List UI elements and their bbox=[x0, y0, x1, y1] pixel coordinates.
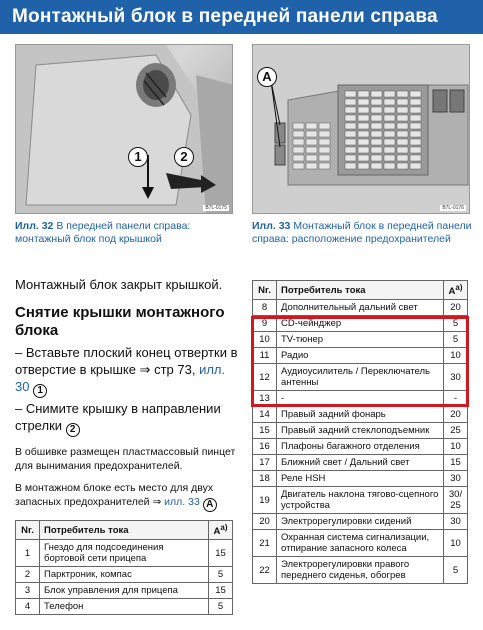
fuse-slot bbox=[358, 123, 369, 129]
cell-name: - bbox=[277, 391, 444, 407]
section-title: Снятие крышки монтажного блока bbox=[15, 304, 225, 339]
fuse-slot bbox=[345, 163, 356, 169]
figure-32-caption bbox=[15, 220, 235, 246]
figure-33-caption bbox=[252, 220, 474, 246]
step-1-callout: 1 bbox=[33, 384, 47, 398]
cell-amp: 15 bbox=[444, 455, 468, 471]
cell-nr: 19 bbox=[253, 487, 277, 514]
fuse-slot bbox=[306, 131, 317, 137]
cell-nr: 13 bbox=[253, 391, 277, 407]
fuse-slot bbox=[371, 91, 382, 97]
caption-text: В передней панели справа: монтажный блок под крышкой bbox=[15, 220, 191, 245]
cell-amp: 30/ 25 bbox=[444, 487, 468, 514]
cell-name: Дополнительный дальний свет bbox=[277, 300, 444, 316]
table-row bbox=[253, 300, 468, 316]
cell-name: Парктроник, компас bbox=[40, 567, 209, 583]
cell-name: Правый задний стеклоподъемник bbox=[277, 423, 444, 439]
fuse-slot bbox=[306, 155, 317, 161]
col-amp: $A^{a)}$ bbox=[209, 521, 233, 540]
fuse-slot bbox=[410, 139, 421, 145]
fuse-slot bbox=[358, 115, 369, 121]
cell-amp: 30 bbox=[444, 514, 468, 530]
fuse-slot bbox=[397, 147, 408, 153]
cell-amp: 10 bbox=[444, 439, 468, 455]
fuse-slot bbox=[345, 123, 356, 129]
caption-number: Илл. 33 bbox=[252, 220, 291, 232]
note-spare-callout: A bbox=[203, 498, 217, 512]
fuse-slot bbox=[319, 123, 330, 129]
cell-amp: 20 bbox=[444, 300, 468, 316]
fuse-slot bbox=[306, 163, 317, 169]
cell-nr: 18 bbox=[253, 471, 277, 487]
step-1-link[interactable]: илл. 30 bbox=[15, 362, 226, 394]
fuse-table-left bbox=[15, 520, 233, 615]
cell-nr: 4 bbox=[16, 599, 40, 615]
table-row bbox=[16, 599, 233, 615]
cell-nr: 16 bbox=[253, 439, 277, 455]
fuse-slot bbox=[358, 107, 369, 113]
fuse-slot bbox=[371, 163, 382, 169]
fuse-slot bbox=[306, 139, 317, 145]
cell-nr: 8 bbox=[253, 300, 277, 316]
cell-nr: 14 bbox=[253, 407, 277, 423]
fuse-slot bbox=[410, 107, 421, 113]
fuse-slot bbox=[293, 155, 304, 161]
cell-amp: 10 bbox=[444, 530, 468, 557]
fuse-slot bbox=[293, 163, 304, 169]
col-amp: $A^{a)}$ bbox=[444, 281, 468, 300]
fuse-slot bbox=[384, 147, 395, 153]
fuse-slot bbox=[319, 139, 330, 145]
fuse-slot bbox=[319, 163, 330, 169]
fuse-slot bbox=[384, 155, 395, 161]
cell-name: Ближний свет / Дальний свет bbox=[277, 455, 444, 471]
table-row bbox=[253, 391, 468, 407]
fuse-slot bbox=[319, 147, 330, 153]
page-title: Монтажный блок в передней панели справа bbox=[0, 0, 483, 34]
table-row bbox=[253, 471, 468, 487]
figure-33-fuse-layout bbox=[252, 44, 470, 214]
cell-name: Телефон bbox=[40, 599, 209, 615]
step-2-callout: 2 bbox=[66, 423, 80, 437]
fuse-slot bbox=[371, 147, 382, 153]
fuse-slot bbox=[384, 115, 395, 121]
fuse-slot bbox=[358, 131, 369, 137]
cell-nr: 21 bbox=[253, 530, 277, 557]
note-tweezers: В обшивке размещен пластмассовый пинцет для вынимания предохранителей. bbox=[15, 446, 236, 472]
col-consumer: Потребитель тока bbox=[277, 281, 444, 300]
cell-amp: 15 bbox=[209, 583, 233, 599]
fuse-slot bbox=[397, 139, 408, 145]
fuse-block-diagram bbox=[253, 45, 470, 214]
fuse-slot bbox=[358, 139, 369, 145]
callout-a: A bbox=[257, 67, 277, 87]
step-1-text: – Вставьте плоский конец отвертки в отверстие в крышке ⇒ стр 73, bbox=[15, 345, 238, 377]
cell-amp: 5 bbox=[209, 599, 233, 615]
col-nr: Nr. bbox=[16, 521, 40, 540]
fuse-slot bbox=[371, 107, 382, 113]
cell-nr: 1 bbox=[16, 540, 40, 567]
fuse-slot bbox=[319, 131, 330, 137]
fuse-slot bbox=[397, 115, 408, 121]
table-header-row bbox=[253, 281, 468, 300]
fuse-slot bbox=[384, 163, 395, 169]
table-row bbox=[253, 514, 468, 530]
table-row bbox=[253, 487, 468, 514]
note-spare-fuses bbox=[15, 482, 240, 512]
cell-name: Плафоны багажного отделения bbox=[277, 439, 444, 455]
fuse-slot bbox=[345, 107, 356, 113]
cell-amp: 5 bbox=[444, 316, 468, 332]
fuse-slot bbox=[371, 123, 382, 129]
fuse-slot bbox=[410, 91, 421, 97]
cell-amp: 30 bbox=[444, 471, 468, 487]
table-row bbox=[253, 455, 468, 471]
fuse-slot bbox=[410, 147, 421, 153]
cell-amp: 5 bbox=[444, 332, 468, 348]
table-row bbox=[253, 530, 468, 557]
cell-name: Охранная система сигнализации, отпирание запасного колеса bbox=[277, 530, 444, 557]
cell-name: TV-тюнер bbox=[277, 332, 444, 348]
table-row bbox=[253, 364, 468, 391]
fuse-slot bbox=[397, 131, 408, 137]
cell-name: Электрорегулировки сидений bbox=[277, 514, 444, 530]
cell-amp: 30 bbox=[444, 364, 468, 391]
step-2-text: – Снимите крышку в направлении стрелки bbox=[15, 401, 221, 433]
fuse-slot bbox=[384, 99, 395, 105]
cell-name: Аудиоусилитель / Переключатель антенны bbox=[277, 364, 444, 391]
fuse-slot bbox=[384, 123, 395, 129]
cell-nr: 17 bbox=[253, 455, 277, 471]
intro-text: Монтажный блок закрыт крышкой. bbox=[15, 277, 223, 292]
table-row bbox=[253, 316, 468, 332]
fuse-slot bbox=[397, 91, 408, 97]
fuse-slot bbox=[306, 123, 317, 129]
cell-name: Двигатель наклона тягово-сцепного устройства bbox=[277, 487, 444, 514]
fuse-slot bbox=[397, 123, 408, 129]
callout-2: 2 bbox=[174, 147, 194, 167]
cell-amp: 25 bbox=[444, 423, 468, 439]
table-row bbox=[253, 332, 468, 348]
cell-amp: 10 bbox=[444, 348, 468, 364]
fuse-slot bbox=[397, 99, 408, 105]
fuse-slot bbox=[410, 155, 421, 161]
fuse-slot bbox=[397, 163, 408, 169]
cell-amp: - bbox=[444, 391, 468, 407]
fuse-slot bbox=[345, 155, 356, 161]
cell-name: CD-чейнджер bbox=[277, 316, 444, 332]
table-row bbox=[16, 540, 233, 567]
cell-nr: 20 bbox=[253, 514, 277, 530]
table-row bbox=[253, 407, 468, 423]
fuse-slot bbox=[345, 139, 356, 145]
figure-code: B7L-0175 bbox=[205, 205, 227, 211]
cell-nr: 9 bbox=[253, 316, 277, 332]
table-row bbox=[253, 423, 468, 439]
fuse-slot bbox=[345, 115, 356, 121]
cell-name: Блок управления для прицепа bbox=[40, 583, 209, 599]
figure-code: B7L-0176 bbox=[442, 205, 464, 211]
fuse-slot bbox=[358, 147, 369, 153]
fuse-slot bbox=[371, 99, 382, 105]
figure-32-panel-photo bbox=[15, 44, 233, 214]
cell-nr: 3 bbox=[16, 583, 40, 599]
table-row bbox=[253, 439, 468, 455]
fuse-slot bbox=[293, 131, 304, 137]
cell-name: Радио bbox=[277, 348, 444, 364]
cell-nr: 15 bbox=[253, 423, 277, 439]
fuse-slot bbox=[397, 155, 408, 161]
step-1 bbox=[15, 344, 240, 398]
cell-nr: 11 bbox=[253, 348, 277, 364]
fuse-slot bbox=[345, 147, 356, 153]
cell-name: Гнездо для подсоединения бортовой сети прицепа bbox=[40, 540, 209, 567]
fuse-slot bbox=[384, 139, 395, 145]
cell-name: Реле HSH bbox=[277, 471, 444, 487]
fuse-slot bbox=[371, 155, 382, 161]
cell-amp: 5 bbox=[209, 567, 233, 583]
fuse-table-right bbox=[252, 280, 468, 584]
fuse-slot bbox=[293, 123, 304, 129]
fuse-slot bbox=[397, 107, 408, 113]
fuse-slot bbox=[410, 123, 421, 129]
fuse-slot bbox=[358, 155, 369, 161]
fuse-slot bbox=[358, 163, 369, 169]
table-row bbox=[253, 557, 468, 584]
fuse-slot bbox=[293, 139, 304, 145]
cell-nr: 10 bbox=[253, 332, 277, 348]
cell-nr: 12 bbox=[253, 364, 277, 391]
cell-nr: 2 bbox=[16, 567, 40, 583]
fuse-slot bbox=[410, 99, 421, 105]
fuse-slot bbox=[371, 139, 382, 145]
callout-1: 1 bbox=[128, 147, 148, 167]
table-row bbox=[253, 348, 468, 364]
fuse-slot bbox=[358, 99, 369, 105]
fuse-slot bbox=[319, 155, 330, 161]
caption-text: Монтажный блок в передней панели справа: расположение предохранителей bbox=[252, 220, 472, 245]
cell-amp: 5 bbox=[444, 557, 468, 584]
fuse-slot bbox=[384, 131, 395, 137]
table-row bbox=[16, 567, 233, 583]
table-header-row bbox=[16, 521, 233, 540]
fuse-slot bbox=[358, 91, 369, 97]
cell-amp: 15 bbox=[209, 540, 233, 567]
step-2 bbox=[15, 400, 240, 437]
fuse-slot bbox=[293, 147, 304, 153]
fuse-slot bbox=[410, 163, 421, 169]
table-row bbox=[16, 583, 233, 599]
cell-amp: 20 bbox=[444, 407, 468, 423]
fuse-slot bbox=[306, 147, 317, 153]
fuse-slot bbox=[345, 131, 356, 137]
col-nr: Nr. bbox=[253, 281, 277, 300]
cell-name: Правый задний фонарь bbox=[277, 407, 444, 423]
fuse-slot bbox=[384, 91, 395, 97]
panel-cover-illustration bbox=[16, 45, 233, 214]
cell-nr: 22 bbox=[253, 557, 277, 584]
fuse-slot bbox=[410, 131, 421, 137]
caption-number: Илл. 32 bbox=[15, 220, 54, 232]
fuse-slot bbox=[345, 99, 356, 105]
fuse-slot bbox=[371, 131, 382, 137]
fuse-slot bbox=[371, 115, 382, 121]
fuse-slot bbox=[345, 91, 356, 97]
cell-name: Электрорегулировки правого переднего сиденья, обогрев bbox=[277, 557, 444, 584]
col-consumer: Потребитель тока bbox=[40, 521, 209, 540]
note-spare-text: В монтажном блоке есть место для двух запасных предохранителей ⇒ bbox=[15, 482, 214, 508]
fuse-slot bbox=[410, 115, 421, 121]
note-spare-link[interactable]: илл. 33 bbox=[164, 495, 200, 508]
fuse-slot bbox=[384, 107, 395, 113]
